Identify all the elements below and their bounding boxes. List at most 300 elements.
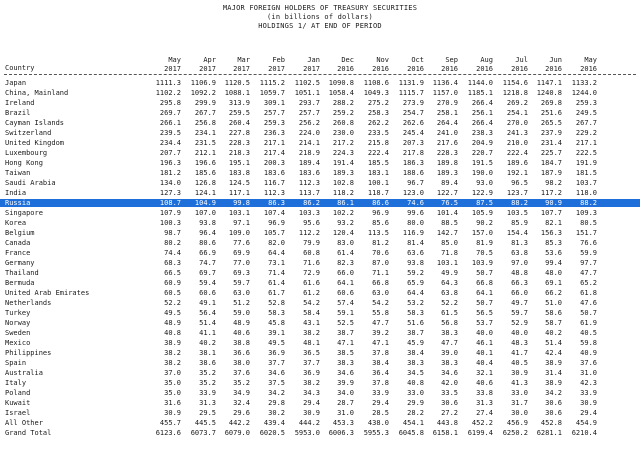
holding-value: 59.9 xyxy=(580,249,597,257)
holding-value: 39.1 xyxy=(268,329,285,337)
holding-value: 63.0 xyxy=(372,289,389,297)
holding-value: 1244.0 xyxy=(571,89,597,97)
holding-value: 59.8 xyxy=(580,339,597,347)
holding-value: 1136.4 xyxy=(432,79,458,87)
column-header-year: 2016 xyxy=(476,65,493,73)
holding-value: 93.8 xyxy=(199,219,216,227)
holding-value: 452.8 xyxy=(540,419,562,427)
holding-value: 122.9 xyxy=(471,189,493,197)
holding-value: 234.1 xyxy=(194,129,216,137)
holding-value: 275.2 xyxy=(367,99,389,107)
table-row xyxy=(0,79,640,87)
holding-value: 66.0 xyxy=(337,269,354,277)
holding-value: 217.1 xyxy=(575,139,597,147)
holding-value: 122.7 xyxy=(436,189,458,197)
holding-value: 116.7 xyxy=(263,179,285,187)
table-row xyxy=(0,409,640,417)
holding-value: 187.9 xyxy=(540,169,562,177)
column-header-year: 2017 xyxy=(233,65,250,73)
holding-value: 299.9 xyxy=(194,99,216,107)
holding-value: 108.7 xyxy=(159,199,181,207)
column-header-year: 2017 xyxy=(268,65,285,73)
holding-value: 42.0 xyxy=(441,379,458,387)
table-row xyxy=(0,349,640,357)
holding-value: 40.1 xyxy=(476,349,493,357)
holding-value: 134.0 xyxy=(159,179,181,187)
holding-value: 1131.9 xyxy=(398,79,424,87)
holding-value: 29.4 xyxy=(580,409,597,417)
holding-value: 191.9 xyxy=(575,159,597,167)
holding-value: 183.1 xyxy=(367,169,389,177)
holding-value: 97.1 xyxy=(233,219,250,227)
holding-value: 1049.3 xyxy=(363,89,389,97)
country-name: Russia xyxy=(5,199,31,207)
holding-value: 269.8 xyxy=(540,99,562,107)
holding-value: 51.4 xyxy=(545,339,562,347)
table-row xyxy=(0,289,640,297)
holding-value: 51.4 xyxy=(199,319,216,327)
holding-value: 207.7 xyxy=(159,149,181,157)
holding-value: 231.4 xyxy=(540,139,562,147)
holding-value: 228.3 xyxy=(228,139,250,147)
holding-value: 35.2 xyxy=(233,379,250,387)
holding-value: 102.2 xyxy=(332,209,354,217)
table-row xyxy=(0,359,640,367)
holding-value: 40.2 xyxy=(199,339,216,347)
holding-value: 105.9 xyxy=(471,209,493,217)
holding-value: 31.3 xyxy=(199,399,216,407)
holding-value: 196.3 xyxy=(159,159,181,167)
column-header-month: Sep xyxy=(445,56,458,64)
holding-value: 225.7 xyxy=(540,149,562,157)
holding-value: 58.7 xyxy=(545,319,562,327)
holding-value: 96.9 xyxy=(268,219,285,227)
holding-value: 1144.0 xyxy=(467,79,493,87)
holding-value: 38.7 xyxy=(407,329,424,337)
holding-value: 38.6 xyxy=(199,359,216,367)
table-row xyxy=(0,269,640,277)
holding-value: 118.2 xyxy=(332,189,354,197)
holding-value: 293.7 xyxy=(298,99,320,107)
holding-value: 87.5 xyxy=(476,199,493,207)
holding-value: 33.9 xyxy=(580,389,597,397)
holding-value: 230.0 xyxy=(332,129,354,137)
holding-value: 52.8 xyxy=(268,299,285,307)
holding-value: 40.2 xyxy=(545,329,562,337)
holding-value: 215.8 xyxy=(367,139,389,147)
country-name: Spain xyxy=(5,359,27,367)
holding-value: 30.6 xyxy=(545,409,562,417)
holding-value: 65.2 xyxy=(580,279,597,287)
holding-value: 90.2 xyxy=(476,219,493,227)
holding-value: 86.1 xyxy=(337,199,354,207)
table-row xyxy=(0,89,640,97)
holding-value: 1058.4 xyxy=(328,89,354,97)
holding-value: 63.8 xyxy=(441,289,458,297)
holding-value: 70.6 xyxy=(372,249,389,257)
holding-value: 288.2 xyxy=(332,99,354,107)
holding-value: 109.3 xyxy=(575,209,597,217)
holding-value: 117.2 xyxy=(540,189,562,197)
holding-value: 71.6 xyxy=(303,259,320,267)
column-header-year: 2017 xyxy=(164,65,181,73)
holding-value: 262.6 xyxy=(402,119,424,127)
holding-value: 266.4 xyxy=(471,99,493,107)
holding-value: 40.6 xyxy=(233,329,250,337)
country-name: United Arab Emirates xyxy=(5,289,90,297)
holding-value: 30.0 xyxy=(511,409,528,417)
holding-value: 40.8 xyxy=(164,329,181,337)
holding-value: 48.1 xyxy=(303,339,320,347)
holding-value: 204.9 xyxy=(471,139,493,147)
holding-value: 1147.1 xyxy=(536,79,562,87)
holding-value: 227.8 xyxy=(228,129,250,137)
country-name: France xyxy=(5,249,31,257)
holding-value: 98.2 xyxy=(545,179,562,187)
holding-value: 36.4 xyxy=(372,369,389,377)
holding-value: 313.9 xyxy=(228,99,250,107)
holding-value: 28.7 xyxy=(337,399,354,407)
holding-value: 456.9 xyxy=(506,419,528,427)
holding-value: 200.3 xyxy=(263,159,285,167)
holding-value: 29.6 xyxy=(233,409,250,417)
holding-value: 237.9 xyxy=(540,129,562,137)
table-row xyxy=(0,209,640,217)
holding-value: 113.5 xyxy=(367,229,389,237)
holding-value: 90.9 xyxy=(545,199,562,207)
holding-value: 123.0 xyxy=(402,189,424,197)
holding-value: 103.9 xyxy=(471,259,493,267)
holding-value: 47.7 xyxy=(580,269,597,277)
country-name: Poland xyxy=(5,389,31,397)
holding-value: 80.5 xyxy=(580,219,597,227)
holding-value: 258.3 xyxy=(367,109,389,117)
holding-value: 38.9 xyxy=(545,379,562,387)
holding-value: 69.1 xyxy=(545,279,562,287)
holding-value: 107.7 xyxy=(540,209,562,217)
holding-value: 233.5 xyxy=(367,129,389,137)
holding-value: 86.6 xyxy=(372,199,389,207)
country-name: Australia xyxy=(5,369,43,377)
holding-value: 1088.1 xyxy=(224,89,250,97)
holding-value: 112.2 xyxy=(298,229,320,237)
holding-value: 109.0 xyxy=(228,229,250,237)
holding-value: 48.8 xyxy=(511,269,528,277)
holding-value: 1059.7 xyxy=(259,89,285,97)
holding-value: 30.9 xyxy=(511,369,528,377)
holding-value: 54.2 xyxy=(372,299,389,307)
holding-value: 53.7 xyxy=(476,319,493,327)
holding-value: 52.9 xyxy=(511,319,528,327)
country-name: Taiwan xyxy=(5,169,31,177)
holding-value: 112.3 xyxy=(298,179,320,187)
holding-value: 47.1 xyxy=(337,339,354,347)
holding-value: 89.4 xyxy=(441,179,458,187)
holding-value: 59.4 xyxy=(199,279,216,287)
holding-value: 254.7 xyxy=(402,109,424,117)
holding-value: 59.0 xyxy=(233,309,250,317)
holding-value: 35.2 xyxy=(199,369,216,377)
holding-value: 48.0 xyxy=(545,269,562,277)
holding-value: 49.5 xyxy=(268,339,285,347)
holding-value: 218.9 xyxy=(298,149,320,157)
holding-value: 40.5 xyxy=(580,329,597,337)
holding-value: 31.0 xyxy=(580,369,597,377)
holding-value: 185.5 xyxy=(367,159,389,167)
holding-value: 40.9 xyxy=(580,349,597,357)
holding-value: 38.0 xyxy=(233,359,250,367)
holding-value: 5955.3 xyxy=(363,429,389,437)
table-row xyxy=(0,129,640,137)
holding-value: 241.0 xyxy=(436,129,458,137)
holding-value: 34.0 xyxy=(337,389,354,397)
holding-value: 259.3 xyxy=(575,99,597,107)
holding-value: 154.4 xyxy=(506,229,528,237)
holding-value: 217.2 xyxy=(332,139,354,147)
holding-value: 37.8 xyxy=(372,379,389,387)
holding-value: 43.1 xyxy=(303,319,320,327)
country-name: Sweden xyxy=(5,329,31,337)
holding-value: 222.4 xyxy=(506,149,528,157)
holding-value: 217.6 xyxy=(436,139,458,147)
holding-value: 1115.7 xyxy=(398,89,424,97)
holding-value: 58.4 xyxy=(303,309,320,317)
holding-value: 35.0 xyxy=(164,389,181,397)
holding-value: 266.1 xyxy=(159,119,181,127)
column-header-year: 2017 xyxy=(303,65,320,73)
holding-value: 47.1 xyxy=(372,339,389,347)
holding-value: 82.0 xyxy=(268,239,285,247)
holding-value: 181.5 xyxy=(575,169,597,177)
holding-value: 27.2 xyxy=(441,409,458,417)
holding-value: 249.5 xyxy=(575,109,597,117)
holding-value: 76.5 xyxy=(441,199,458,207)
holding-value: 29.9 xyxy=(407,399,424,407)
holding-value: 38.4 xyxy=(407,349,424,357)
holding-value: 96.9 xyxy=(372,209,389,217)
holding-value: 40.8 xyxy=(407,379,424,387)
holding-value: 256.8 xyxy=(194,119,216,127)
holding-value: 34.3 xyxy=(303,389,320,397)
holding-value: 236.3 xyxy=(263,129,285,137)
column-header-month: Feb xyxy=(272,56,285,64)
table-row xyxy=(0,399,640,407)
holding-value: 35.0 xyxy=(164,379,181,387)
holding-value: 1115.2 xyxy=(259,79,285,87)
holding-value: 27.4 xyxy=(476,409,493,417)
holding-value: 439.4 xyxy=(263,419,285,427)
holding-value: 31.3 xyxy=(476,399,493,407)
holding-value: 438.0 xyxy=(367,419,389,427)
holding-value: 39.2 xyxy=(372,329,389,337)
country-name: Canada xyxy=(5,239,31,247)
country-name: Luxembourg xyxy=(5,149,48,157)
holding-value: 270.0 xyxy=(506,119,528,127)
holding-value: 266.4 xyxy=(471,119,493,127)
holding-value: 80.2 xyxy=(164,239,181,247)
holding-value: 112.3 xyxy=(263,189,285,197)
holding-value: 269.7 xyxy=(159,109,181,117)
holding-value: 60.6 xyxy=(337,289,354,297)
holding-value: 61.7 xyxy=(268,289,285,297)
holding-value: 31.0 xyxy=(337,409,354,417)
country-name: Thailand xyxy=(5,269,39,277)
title-line-1: MAJOR FOREIGN HOLDERS OF TREASURY SECURITIES xyxy=(222,4,418,12)
holding-value: 81.9 xyxy=(476,239,493,247)
holding-value: 6079.0 xyxy=(224,429,250,437)
holding-value: 107.4 xyxy=(263,209,285,217)
holding-value: 52.2 xyxy=(441,299,458,307)
holding-value: 56.5 xyxy=(476,309,493,317)
holding-value: 38.1 xyxy=(199,349,216,357)
holding-value: 264.4 xyxy=(436,119,458,127)
holding-value: 273.9 xyxy=(402,99,424,107)
country-name: Israel xyxy=(5,409,31,417)
holding-value: 87.0 xyxy=(372,259,389,267)
holding-value: 50.7 xyxy=(580,309,597,317)
holding-value: 113.7 xyxy=(298,189,320,197)
holding-value: 38.3 xyxy=(441,329,458,337)
holding-value: 116.9 xyxy=(402,229,424,237)
country-name: Switzerland xyxy=(5,129,52,137)
country-name: Brazil xyxy=(5,109,31,117)
title-line-2: (in billions of dollars) xyxy=(267,13,373,21)
holding-value: 49.5 xyxy=(164,309,181,317)
holding-value: 93.0 xyxy=(476,179,493,187)
holding-value: 231.5 xyxy=(194,139,216,147)
holding-value: 1090.8 xyxy=(328,79,354,87)
holding-value: 6281.1 xyxy=(536,429,562,437)
holding-value: 100.3 xyxy=(159,219,181,227)
holding-value: 183.6 xyxy=(298,169,320,177)
holding-value: 38.5 xyxy=(337,349,354,357)
holding-value: 38.3 xyxy=(441,359,458,367)
table-row xyxy=(0,219,640,227)
holding-value: 45.9 xyxy=(407,339,424,347)
column-header-year: 2016 xyxy=(372,65,389,73)
holding-value: 38.2 xyxy=(303,379,320,387)
holding-value: 37.0 xyxy=(164,369,181,377)
holding-value: 6045.8 xyxy=(398,429,424,437)
table-row xyxy=(0,149,640,157)
holding-value: 63.0 xyxy=(233,289,250,297)
holding-value: 71.4 xyxy=(268,269,285,277)
column-header-year: 2016 xyxy=(545,65,562,73)
holding-value: 34.2 xyxy=(545,389,562,397)
holding-value: 66.8 xyxy=(476,279,493,287)
table-row xyxy=(0,319,640,327)
holding-value: 103.1 xyxy=(436,259,458,267)
holding-value: 69.9 xyxy=(233,249,250,257)
holding-value: 188.6 xyxy=(402,169,424,177)
holding-value: 195.1 xyxy=(228,159,250,167)
country-name: Norway xyxy=(5,319,31,327)
holding-value: 99.6 xyxy=(407,209,424,217)
holding-value: 443.8 xyxy=(436,419,458,427)
country-column-header: Country xyxy=(5,64,35,72)
country-name: Philippines xyxy=(5,349,52,357)
holding-value: 63.8 xyxy=(511,249,528,257)
holding-value: 61.2 xyxy=(303,289,320,297)
holding-value: 38.3 xyxy=(407,359,424,367)
holding-value: 42.3 xyxy=(580,379,597,387)
holding-value: 157.0 xyxy=(471,229,493,237)
holding-value: 88.2 xyxy=(511,199,528,207)
holding-value: 445.5 xyxy=(194,419,216,427)
holding-value: 79.9 xyxy=(303,239,320,247)
country-name: Hong Kong xyxy=(5,159,43,167)
holding-value: 38.2 xyxy=(164,349,181,357)
holding-value: 444.2 xyxy=(298,419,320,427)
country-name: Italy xyxy=(5,379,27,387)
holding-value: 66.2 xyxy=(545,289,562,297)
column-header-month: May xyxy=(168,56,181,64)
holding-value: 120.4 xyxy=(332,229,354,237)
country-name: Cayman Islands xyxy=(5,119,65,127)
holding-value: 38.8 xyxy=(233,339,250,347)
column-header-month: Jun xyxy=(549,56,562,64)
table-row xyxy=(0,369,640,377)
holding-value: 33.0 xyxy=(407,389,424,397)
holding-value: 260.4 xyxy=(228,119,250,127)
holding-value: 33.0 xyxy=(511,389,528,397)
column-header-month: Aug xyxy=(480,56,493,64)
holding-value: 29.8 xyxy=(268,399,285,407)
holding-value: 442.2 xyxy=(228,419,250,427)
table-row xyxy=(0,299,640,307)
holding-value: 102.8 xyxy=(332,179,354,187)
holding-value: 69.3 xyxy=(233,269,250,277)
holding-value: 5953.0 xyxy=(294,429,320,437)
holding-value: 72.9 xyxy=(303,269,320,277)
holding-value: 1120.5 xyxy=(224,79,250,87)
country-name: Korea xyxy=(5,219,27,227)
holding-value: 181.2 xyxy=(159,169,181,177)
table-row xyxy=(0,169,640,177)
holding-value: 64.3 xyxy=(441,279,458,287)
holding-value: 34.6 xyxy=(268,369,285,377)
holding-value: 28.2 xyxy=(407,409,424,417)
holding-value: 41.7 xyxy=(511,349,528,357)
holding-value: 35.2 xyxy=(199,379,216,387)
holding-value: 64.1 xyxy=(337,279,354,287)
holding-value: 97.7 xyxy=(580,259,597,267)
holding-value: 1157.0 xyxy=(432,89,458,97)
holding-value: 189.6 xyxy=(506,159,528,167)
holding-value: 36.9 xyxy=(268,349,285,357)
holding-value: 59.7 xyxy=(511,309,528,317)
holding-value: 36.6 xyxy=(233,349,250,357)
holding-value: 60.5 xyxy=(164,289,181,297)
holding-value: 452.2 xyxy=(471,419,493,427)
country-name: Grand Total xyxy=(5,429,52,437)
holding-value: 99.8 xyxy=(233,199,250,207)
holding-value: 36.5 xyxy=(303,349,320,357)
holding-value: 453.3 xyxy=(332,419,354,427)
country-name: Kuwait xyxy=(5,399,31,407)
holding-value: 65.9 xyxy=(407,279,424,287)
holding-value: 34.5 xyxy=(407,369,424,377)
holding-value: 38.2 xyxy=(303,329,320,337)
holding-value: 37.5 xyxy=(268,379,285,387)
holding-value: 41.1 xyxy=(199,329,216,337)
holding-value: 61.5 xyxy=(441,309,458,317)
holding-value: 455.7 xyxy=(159,419,181,427)
holding-value: 183.6 xyxy=(263,169,285,177)
holding-value: 76.6 xyxy=(580,239,597,247)
holding-value: 95.6 xyxy=(303,219,320,227)
holding-value: 1102.2 xyxy=(155,89,181,97)
